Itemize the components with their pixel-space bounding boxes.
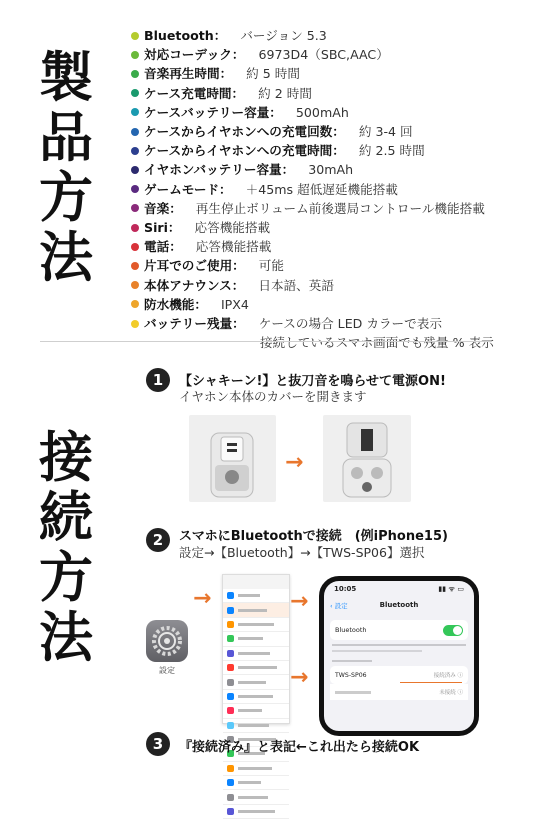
bullet-dot-icon — [131, 204, 139, 212]
spec-row — [131, 141, 541, 160]
device-row-other[interactable] — [330, 684, 468, 700]
settings-app-label: 設定 — [159, 666, 175, 675]
settings-menu-item[interactable] — [223, 632, 289, 646]
spec-row — [131, 160, 541, 179]
step-2-subtext: 設定→【Bluetooth】→【TWS-SP06】選択 — [179, 545, 425, 560]
title-char: 法 — [39, 226, 93, 289]
settings-menu-item[interactable] — [223, 661, 289, 675]
settings-menu-item[interactable] — [223, 690, 289, 704]
spec-value: 30mAh — [308, 162, 354, 178]
bluetooth-screen — [319, 576, 479, 736]
step-3-heading: 『接続済み』と表記←これ出たら接続OK — [179, 740, 420, 755]
spec-row — [131, 84, 541, 103]
bullet-dot-icon — [131, 128, 139, 136]
device-name: TWS-SP06 — [335, 671, 367, 679]
spec-row — [131, 237, 541, 256]
other-status-text: 未接続 — [439, 690, 456, 696]
spec-value: 約 2 時間 — [258, 85, 312, 101]
section-divider — [40, 341, 492, 342]
settings-list-screenshot — [222, 574, 290, 724]
settings-item-icon — [227, 707, 234, 714]
spec-value: 再生停止ボリューム前後選局コントロール機能搭載 — [195, 200, 485, 216]
step-1-number: 1 — [146, 368, 170, 392]
spec-row — [131, 122, 541, 141]
arrow-right-icon: → — [290, 589, 309, 614]
spec-value: 500mAh — [295, 104, 349, 120]
bluetooth-toggle-label: Bluetooth — [335, 626, 367, 634]
spec-value: 約 5 時間 — [246, 66, 300, 82]
spec-value: 日本語、英語 — [258, 277, 334, 293]
specs-title — [34, 48, 98, 288]
spec-label: Siri： — [144, 220, 181, 236]
spec-label: 本体アナウンス： — [144, 277, 245, 293]
spec-row — [131, 199, 541, 218]
spec-row — [131, 45, 541, 64]
settings-app-icon[interactable] — [146, 620, 188, 662]
spec-label: 電話： — [144, 239, 182, 255]
screen-title: Bluetooth — [379, 601, 419, 609]
earbuds-case-open-image — [323, 415, 411, 502]
device-status: 接続済み ⓘ — [433, 673, 463, 679]
spec-value: 6973D4（SBC,AAC） — [258, 47, 389, 63]
bullet-dot-icon — [131, 32, 139, 40]
spec-row — [131, 180, 541, 199]
spec-label: Bluetooth： — [144, 28, 227, 43]
spec-label: 対応コーデック： — [144, 47, 245, 63]
bullet-dot-icon — [131, 262, 139, 270]
settings-item-icon — [227, 722, 234, 729]
settings-menu-item[interactable] — [223, 762, 289, 776]
spec-label: 防水機能： — [144, 296, 207, 312]
settings-item-icon — [227, 664, 234, 671]
settings-item-icon — [227, 635, 234, 642]
spec-row — [131, 295, 541, 314]
spec-value: 応答機能搭載 — [194, 220, 271, 236]
bullet-dot-icon — [131, 108, 139, 116]
settings-menu-item[interactable] — [223, 790, 289, 804]
spec-value: 応答機能搭載 — [195, 239, 272, 255]
bullet-dot-icon — [131, 185, 139, 193]
spec-row — [131, 103, 541, 122]
settings-item-icon — [227, 808, 234, 815]
step-3-number: 3 — [146, 732, 170, 756]
bullet-dot-icon — [131, 89, 139, 97]
settings-item-icon — [227, 679, 234, 686]
other-device-status: 未接続 ⓘ — [439, 690, 463, 696]
status-time: 10:05 — [334, 585, 357, 593]
bullet-dot-icon — [131, 224, 139, 232]
settings-menu-item[interactable] — [223, 603, 289, 617]
settings-menu-item[interactable] — [223, 805, 289, 819]
settings-item-icon — [227, 650, 234, 657]
bullet-dot-icon — [131, 70, 139, 78]
settings-menu-item[interactable] — [223, 776, 289, 790]
arrow-right-icon: → — [290, 665, 309, 690]
arrow-right-icon: → — [285, 450, 304, 475]
spec-row — [131, 276, 541, 295]
spec-row — [131, 256, 541, 275]
step-2-heading: スマホにBluetoothで接続 (例iPhone15) — [179, 529, 448, 544]
spec-value: IPX4 — [220, 296, 249, 312]
settings-menu-item[interactable] — [223, 647, 289, 661]
spec-row — [131, 64, 541, 83]
spec-value: 約 2.5 時間 — [358, 143, 425, 159]
title-char: 製 — [39, 46, 93, 109]
title-char: 品 — [39, 106, 93, 169]
title-char: 接 — [39, 426, 93, 489]
bullet-dot-icon — [131, 51, 139, 59]
spec-row — [131, 218, 541, 237]
device-status-text: 接続済み — [433, 673, 456, 679]
settings-menu-item[interactable] — [223, 719, 289, 733]
spec-list — [131, 26, 541, 352]
settings-item-icon — [227, 621, 234, 628]
spec-value: 可能 — [258, 258, 284, 274]
spec-row — [131, 314, 541, 333]
settings-menu-item[interactable] — [223, 589, 289, 603]
spec-value: 約 3-4 回 — [358, 124, 413, 140]
settings-item-icon — [227, 693, 234, 700]
arrow-right-icon: → — [193, 586, 212, 611]
title-char: 法 — [39, 606, 93, 669]
settings-item-icon — [227, 592, 234, 599]
spec-label: ゲームモード： — [144, 181, 232, 197]
settings-menu-item[interactable] — [223, 675, 289, 689]
title-char: 方 — [39, 546, 93, 609]
spec-value: バージョン 5.3 — [240, 28, 327, 43]
spec-extra-note: 接続しているスマホ画面でも残量 % 表示 — [260, 335, 494, 351]
connect-title — [34, 428, 98, 668]
spec-value: ケースの場合 LED カラーで表示 — [258, 316, 442, 332]
spec-label: イヤホンバッテリー容量： — [144, 162, 295, 178]
settings-menu-item[interactable] — [223, 704, 289, 718]
title-char: 方 — [39, 166, 93, 229]
bullet-dot-icon — [131, 243, 139, 251]
earbuds-case-closed-image — [189, 415, 276, 502]
bluetooth-toggle[interactable] — [443, 625, 463, 636]
back-button[interactable]: ‹ 設定 — [330, 602, 348, 610]
step-1-heading: 【シャキーン!】と抜刀音を鳴らせて電源ON! — [179, 374, 446, 389]
step-1-subtext: イヤホン本体のカバーを開きます — [179, 389, 367, 404]
device-row-tws-sp06[interactable] — [330, 666, 468, 684]
step-2-number: 2 — [146, 528, 170, 552]
spec-label: ケースからイヤホンへの充電時間： — [144, 143, 345, 159]
settings-menu-item[interactable] — [223, 618, 289, 632]
spec-label: 音楽： — [144, 200, 182, 216]
spec-label: 音楽再生時間： — [144, 66, 233, 82]
spec-row — [131, 26, 541, 45]
back-label: 設定 — [334, 602, 348, 610]
status-icons: ▮▮ ᯤ ▭ — [438, 585, 464, 593]
bullet-dot-icon — [131, 300, 139, 308]
spec-label: ケースバッテリー容量： — [144, 104, 282, 120]
spec-label: バッテリー残量： — [144, 316, 245, 332]
bullet-dot-icon — [131, 147, 139, 155]
title-char: 続 — [39, 486, 93, 549]
spec-label: ケース充電時間： — [144, 85, 245, 101]
spec-label: ケースからイヤホンへの充電回数： — [144, 124, 345, 140]
settings-item-icon — [227, 765, 234, 772]
spec-value: ＋45ms 超低遅延機能搭載 — [245, 181, 398, 197]
settings-item-icon — [227, 779, 234, 786]
settings-item-icon — [227, 607, 234, 614]
bullet-dot-icon — [131, 320, 139, 328]
spec-label: 片耳でのご使用： — [144, 258, 245, 274]
bullet-dot-icon — [131, 166, 139, 174]
bullet-dot-icon — [131, 281, 139, 289]
